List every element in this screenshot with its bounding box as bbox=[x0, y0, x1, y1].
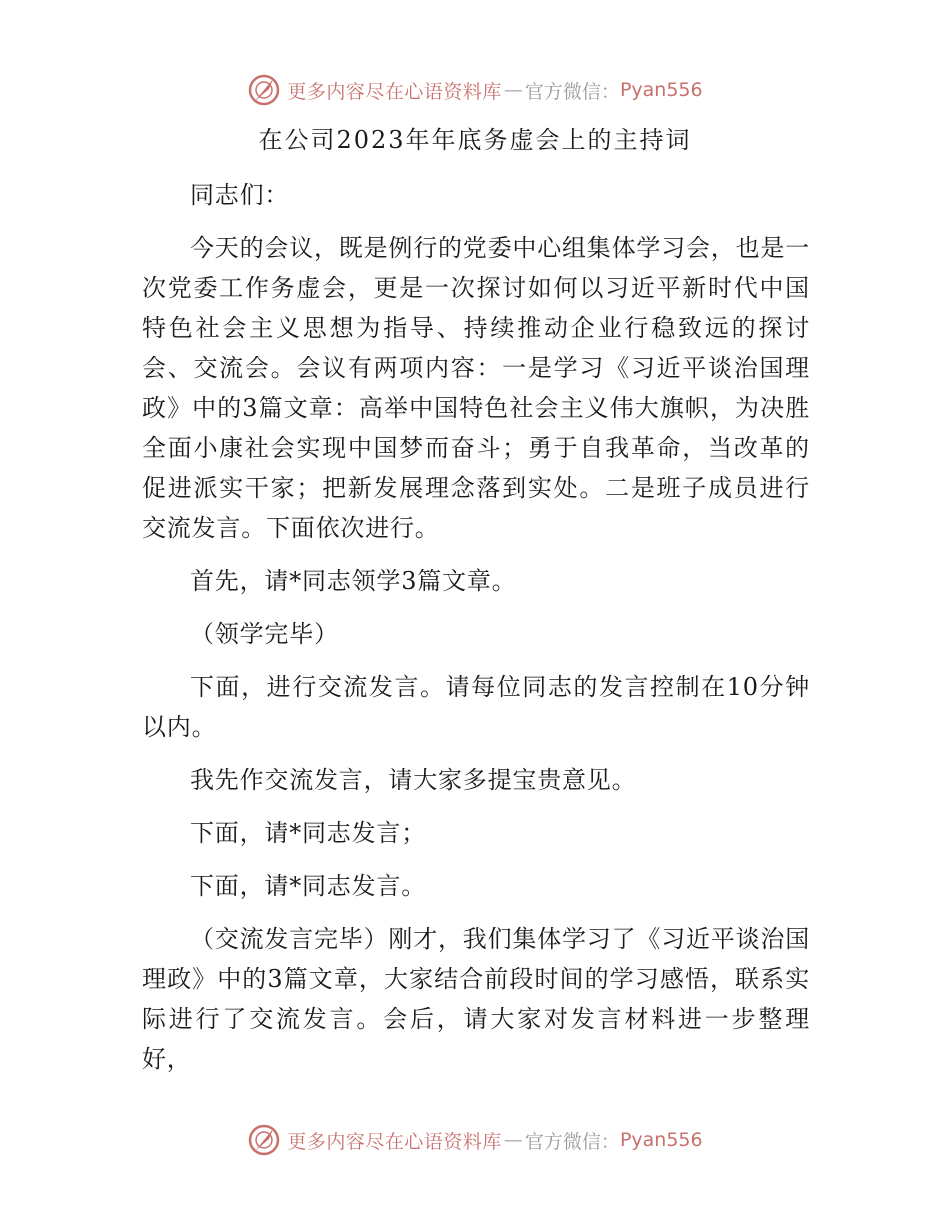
paragraph-exchange: 下面，进行交流发言。请每位同志的发言控制在10分钟以内。 bbox=[142, 673, 810, 741]
quill-logo-icon bbox=[247, 73, 281, 107]
watermark-dash: — bbox=[503, 79, 523, 101]
watermark-wechat-label: 官方微信： bbox=[524, 1130, 620, 1153]
watermark-text: 更多内容尽在心语资料库 bbox=[287, 1130, 502, 1153]
header-watermark bbox=[0, 70, 950, 110]
watermark-wechat-id: Pyan556 bbox=[619, 1129, 703, 1151]
paragraph-intro: 今天的会议，既是例行的党委中心组集体学习会，也是一次党委工作务虚会，更是一次探讨如何以习近平新时代中国特色社会主义思想为指导、持续推动企业行稳致远的探讨会、交流会。会议有两项内容：一是学习《习近平谈治国理政》中的3篇文章：高举中国特色社会主义伟大旗帜，为决胜全面小康社会实现中国梦而奋斗；勇于自我革命，当改革的促进派实干家；把新发展理念落到实处。二是班子成员进行交流发言。下面依次进行。 bbox=[142, 234, 810, 542]
watermark-text: 更多内容尽在心语资料库 bbox=[287, 80, 502, 103]
document-body bbox=[142, 175, 810, 1092]
paragraph-speaker-1: 下面，请*同志发言； bbox=[190, 819, 426, 847]
watermark-wechat-label: 官方微信： bbox=[524, 80, 620, 103]
watermark-wechat-id: Pyan556 bbox=[619, 79, 703, 101]
footer-watermark bbox=[0, 1120, 950, 1160]
paragraph-lead-study: 首先，请*同志领学3篇文章。 bbox=[190, 567, 517, 595]
watermark-dash: — bbox=[503, 1129, 523, 1151]
paragraph-summary: （交流发言完毕）刚才，我们集体学习了《习近平谈治国理政》中的3篇文章，大家结合前段时间的学习感悟，联系实际进行了交流发言。会后，请大家对发言材料进一步整理好， bbox=[142, 925, 810, 1073]
document-title: 在公司2023年年底务虚会上的主持词 bbox=[258, 126, 692, 154]
paragraph-speaker-2: 下面，请*同志发言。 bbox=[190, 872, 426, 900]
paragraph-self-speech: 我先作交流发言，请大家多提宝贵意见。 bbox=[190, 766, 637, 794]
paragraph-study-done: （领学完毕） bbox=[190, 620, 339, 648]
quill-logo-icon bbox=[247, 1123, 281, 1157]
paragraph-salutation: 同志们： bbox=[190, 181, 290, 209]
